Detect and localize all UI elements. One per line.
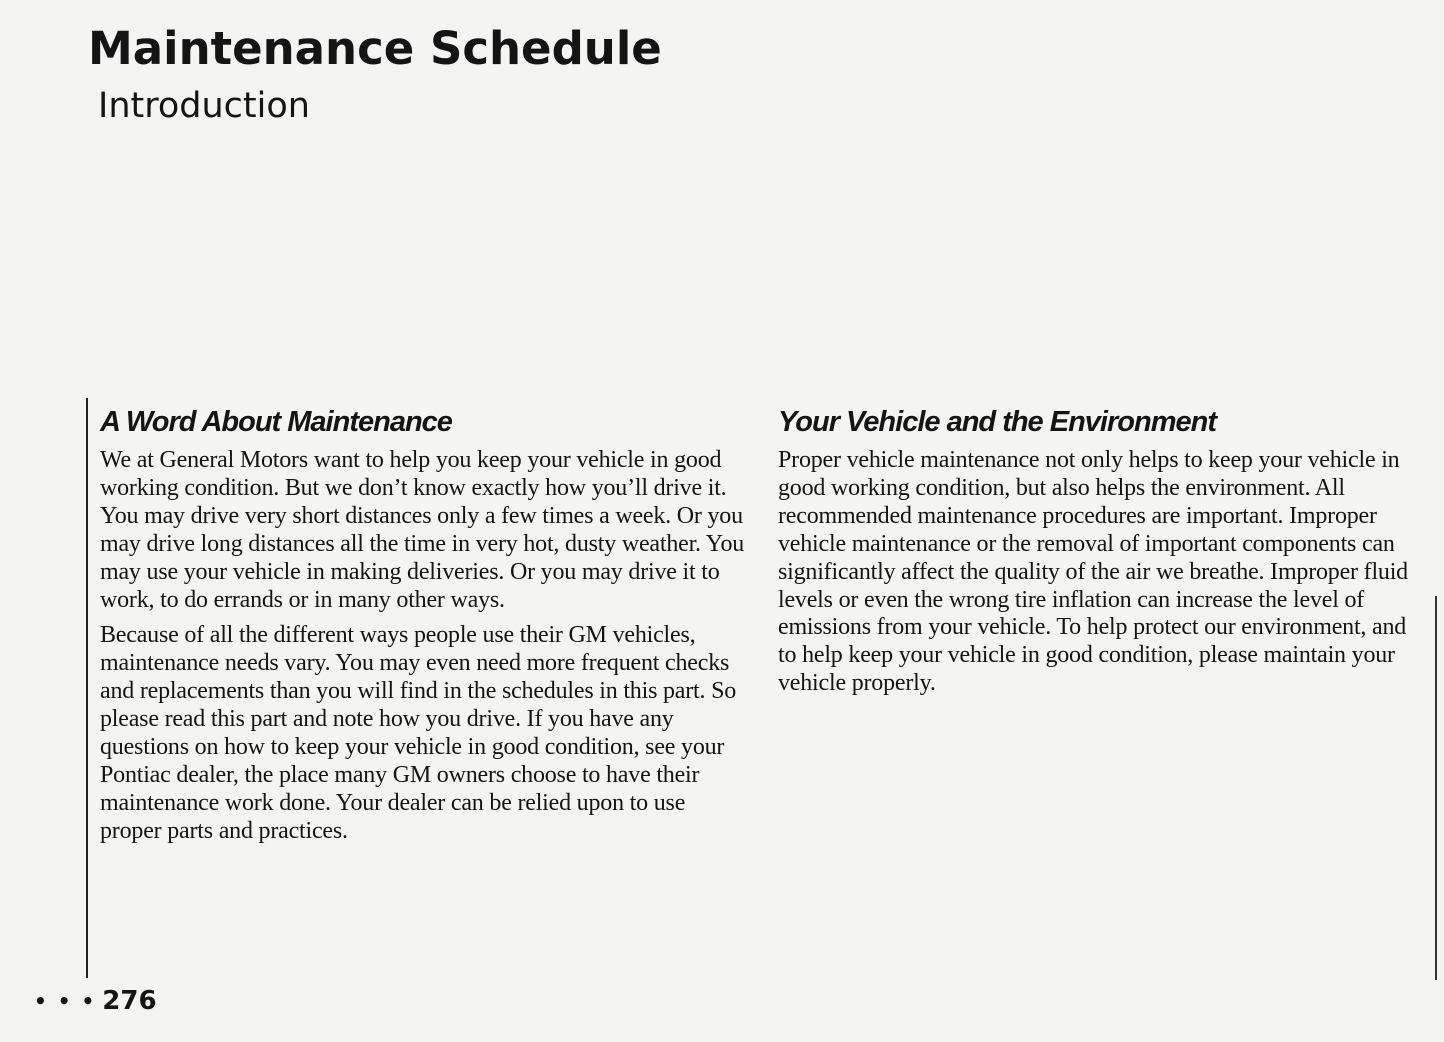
paragraph: We at General Motors want to help you keep your vehicle in good working condition. But we don’t know exactly how you’ll drive it. You may drive very short distances only a few times a week. Or you may drive long distances all the time in very hot, dusty weather. You may use your vehicle in making deliveries. Or you may drive it to work, to do errands or in many other ways.: [100, 447, 745, 613]
page-title: Maintenance Schedule: [88, 22, 662, 75]
page-footer: [34, 986, 157, 1016]
page-subtitle: Introduction: [98, 86, 310, 126]
left-margin-rule: [86, 398, 88, 978]
section-heading: A Word About Maintenance: [100, 406, 452, 438]
page-number: 276: [102, 986, 157, 1016]
paragraph: Proper vehicle maintenance not only helps to keep your vehicle in good working condition, but also helps the environment. All recommended maintenance procedures are important. Improper vehicle maintenance or the removal of important components can significantly affect the quality of the air we breathe. Improper fluid levels or even the wrong tire inflation can increase the level of emissions from your vehicle. To help protect our environment, and to help keep your vehicle in good condition, please maintain your vehicle properly.: [778, 447, 1408, 697]
paragraph: Because of all the different ways people use their GM vehicles, maintenance needs vary. You may even need more frequent checks and replacements than you will find in the schedules in this part. So please read this part and note how you drive. If you have any questions on how to keep your vehicle in good condition, see your Pontiac dealer, the place many GM owners choose to have their maintenance work done. Your dealer can be relied upon to use proper parts and practices.: [100, 622, 737, 844]
footer-dots: • • •: [34, 989, 97, 1013]
section-vehicle-environment: [778, 403, 1408, 706]
right-margin-rule: [1435, 596, 1437, 980]
section-word-about-maintenance: [100, 403, 745, 854]
section-heading: Your Vehicle and the Environment: [778, 406, 1216, 438]
